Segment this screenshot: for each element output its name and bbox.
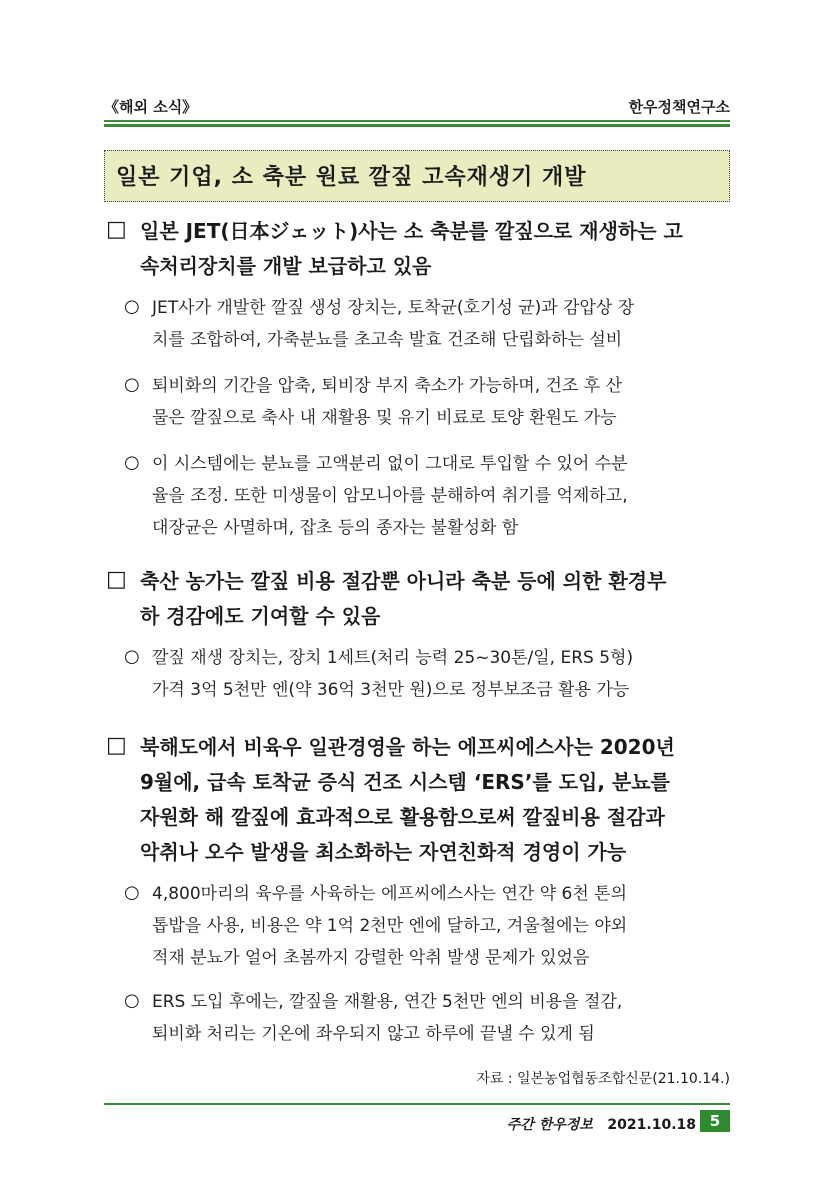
square-bullet-icon: □ xyxy=(106,217,127,242)
item-line: 퇴비화 처리는 기온에 좌우되지 않고 하루에 끝낼 수 있게 됨 xyxy=(152,1024,595,1044)
source-citation: 자료 : 일본농업협동조합신문(21.10.14.) xyxy=(476,1071,730,1087)
footer-publication: 주간 한우정보 xyxy=(506,1117,593,1133)
item-line: 퇴비화의 기간을 압축, 퇴비장 부지 축소가 가능하며, 건조 후 산 xyxy=(152,376,622,396)
item-line: 대장균은 사멸하며, 잡초 등의 종자는 불활성화 함 xyxy=(152,518,519,538)
item-line: 이 시스템에는 분뇨를 고액분리 없이 그대로 투입할 수 있어 수분 xyxy=(152,454,628,474)
item-line: 치를 조합하여, 가축분뇨를 초고속 발효 건조해 단립화하는 설비 xyxy=(152,330,623,350)
section-line: 북해도에서 비육우 일관경영을 하는 에프씨에스사는 2020년 xyxy=(140,735,675,759)
section-line: 하 경감에도 기여할 수 있음 xyxy=(140,604,381,628)
circle-bullet-icon: ○ xyxy=(124,882,140,903)
circle-bullet-icon: ○ xyxy=(124,296,140,317)
section-line: 악취나 오수 발생을 최소화하는 자연친화적 경영이 가능 xyxy=(140,840,627,864)
header-section-label: 《해외 소식》 xyxy=(104,98,198,116)
item-line: ERS 도입 후에는, 깔짚을 재활용, 연간 5천만 엔의 비용을 절감, xyxy=(152,992,623,1012)
footer-rule xyxy=(104,1103,730,1105)
item-line: 가격 3억 5천만 엔(약 36억 3천만 원)으로 정부보조금 활용 가능 xyxy=(152,680,630,700)
article-title: 일본 기업, 소 축분 원료 깔짚 고속재생기 개발 xyxy=(116,165,587,190)
header-organization: 한우정책연구소 xyxy=(628,98,730,116)
section-line: 축산 농가는 깔짚 비용 절감뿐 아니라 축분 등에 의한 환경부 xyxy=(140,569,667,593)
section-line: 속처리장치를 개발 보급하고 있음 xyxy=(140,254,432,278)
item-line: 율을 조정. 또한 미생물이 암모니아를 분해하여 취기를 억제하고, xyxy=(152,486,628,506)
item-line: 4,800마리의 육우를 사육하는 에프씨에스사는 연간 약 6천 톤의 xyxy=(152,884,628,904)
item-line: 깔짚 재생 장치는, 장치 1세트(처리 능력 25~30톤/일, ERS 5형) xyxy=(152,648,634,668)
item-line: 적재 분뇨가 얼어 초봄까지 강렬한 악취 발생 문제가 있었음 xyxy=(152,948,590,968)
circle-bullet-icon: ○ xyxy=(124,990,140,1011)
footer-publication-info xyxy=(507,1114,696,1134)
section-line: 일본 JET(日本ジェット)사는 소 축분를 깔짚으로 재생하는 고 xyxy=(140,219,683,243)
item-line: JET사가 개발한 깔짚 생성 장치는, 토착균(호기성 균)과 감압상 장 xyxy=(152,298,635,318)
square-bullet-icon: □ xyxy=(106,567,127,592)
section-line: 자원화 해 깔짚에 효과적으로 활용함으로써 깔짚비용 절감과 xyxy=(140,805,665,829)
footer-date: 2021.10.18 xyxy=(607,1117,696,1133)
square-bullet-icon: □ xyxy=(106,733,127,758)
circle-bullet-icon: ○ xyxy=(124,646,140,667)
circle-bullet-icon: ○ xyxy=(124,374,140,395)
header-rule-thick xyxy=(104,124,730,127)
circle-bullet-icon: ○ xyxy=(124,452,140,473)
item-line: 톱밥을 사용, 비용은 약 1억 2천만 엔에 달하고, 겨울철에는 야외 xyxy=(152,916,628,936)
page-number: 5 xyxy=(700,1110,730,1132)
section-line: 9월에, 급속 토착균 증식 건조 시스템 ‘ERS’를 도입, 분뇨를 xyxy=(140,770,670,794)
header-rule xyxy=(104,120,730,122)
item-line: 물은 깔짚으로 축사 내 재활용 및 유기 비료로 토양 환원도 가능 xyxy=(152,408,617,428)
